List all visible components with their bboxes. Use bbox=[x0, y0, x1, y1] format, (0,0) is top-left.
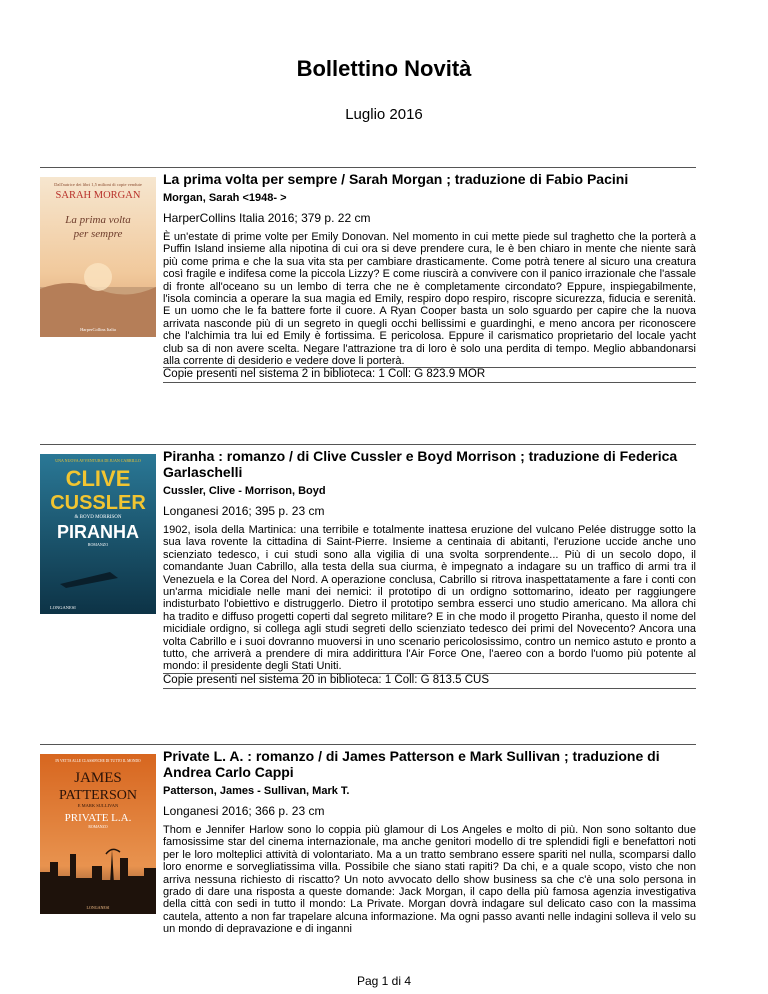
page-subtitle: Luglio 2016 bbox=[345, 106, 423, 123]
book-cover-image bbox=[40, 754, 156, 914]
book-cover bbox=[40, 754, 156, 914]
book-cover-image bbox=[40, 177, 156, 337]
cover-tagline: UNA NUOVA AVVENTURA DI JUAN CABRILLO bbox=[55, 458, 141, 463]
entry-author: Morgan, Sarah <1948- > bbox=[163, 192, 287, 204]
cover-publisher: LONGANESI bbox=[86, 905, 110, 910]
entry-publication: Longanesi 2016; 395 p. 23 cm bbox=[163, 504, 325, 518]
entry-title[interactable]: Piranha : romanzo / di Clive Cussler e Boyd Morrison ; traduzione di Federica Garlaschelli bbox=[163, 448, 678, 480]
page-title: Bollettino Novità bbox=[296, 56, 472, 81]
entry-title[interactable]: Private L. A. : romanzo / di James Patterson e Mark Sullivan ; traduzione di Andrea Carlo Cappi bbox=[163, 748, 660, 780]
cover-tagline: IN VETTA ALLE CLASSIFICHE DI TUTTO IL MONDO bbox=[55, 759, 141, 763]
cover-genre: ROMANZO bbox=[88, 825, 108, 829]
entry-publication: Longanesi 2016; 366 p. 23 cm bbox=[163, 804, 325, 818]
entry-description: Thom e Jennifer Harlow sono lo coppia più glamour di Los Angeles e molto di più. Non sono soltanto due famosissime star del cinema internazionale, ma anche genitori modello di tre splendidi figli e benefattori noti per le loro molteplici attività di volontariato. Ma a un tratto sembrano essere spariti nel nulla, scomparsi dallo loro enorme e sorvegliatissima villa. Possibile che siano stati rapiti? Da chi, e a quale scopo, visto che non arriva nessuna richiesto di riscatto? Un noto avvocato dello show business sa che c'è una solo persona in grado di dare una risposta a queste domande: Jack Morgan, il capo della più famosa agenzia investigativa della città con sedi in tutto il mondo: La Private. Morgan dovrà indagare sul delicato caso con la massima cautela, attento a non far trapelare alcuna informazione. Ma ogni passo avanti nelle indagini solleva il velo su un mondo di depravazione e di inganni bbox=[163, 824, 696, 936]
cover-title: PRIVATE L.A. bbox=[64, 812, 132, 824]
cover-genre: ROMANZO bbox=[87, 542, 109, 547]
entry-divider bbox=[40, 444, 696, 445]
book-cover-image bbox=[40, 454, 156, 614]
entry-content bbox=[163, 448, 696, 689]
book-cover bbox=[40, 177, 156, 337]
cover-author-line2: PATTERSON bbox=[58, 788, 138, 803]
cover-coauthor: E MARK SULLIVAN bbox=[77, 803, 119, 808]
cover-publisher: HarperCollins Italia bbox=[80, 327, 116, 332]
entry-title[interactable]: La prima volta per sempre / Sarah Morgan ; traduzione di Fabio Pacini bbox=[163, 171, 629, 187]
cover-tagline: Dall'autrice dei libri 1,5 milioni di copie vendute bbox=[54, 182, 142, 187]
entry-divider bbox=[40, 744, 696, 745]
entry-copies: Copie presenti nel sistema 2 in biblioteca: 1 Coll: G 823.9 MOR bbox=[163, 367, 696, 383]
entry-author: Patterson, James - Sullivan, Mark T. bbox=[163, 785, 350, 797]
cover-coauthor: & BOYD MORRISON bbox=[74, 515, 122, 520]
entry-author: Cussler, Clive - Morrison, Boyd bbox=[163, 485, 326, 497]
entry-divider bbox=[40, 167, 696, 168]
cover-author-line1: CLIVE bbox=[65, 466, 131, 491]
entry-description: È un'estate di prime volte per Emily Donovan. Nel momento in cui mette piede sul traghetto che la porterà a Puffin Island insieme alla nipotina di cui ora si deve prendere cura, le è ben chiaro in mente che niente sarà più come prima e che la sua vita sta per cambiare drasticamente. Come potrà tenere al sicuro una creatura così fragile e indifesa come la piccola Lizzy? E come riuscirà a convivere con il panico irrazionale che l'assale di fronte all'oceano su un lembo di terra che ne è completamente circondato? Eppure, inspiegabilmente, l'isola comincia a operare la sua magia ed Emily, respiro dopo respiro, riscopre sicurezza, fiducia e serenità. E un uomo che le fa battere forte il cuore. A Ryan Cooper basta un solo sguardo per capire che la nuova arrivata nasconde più di un segreto in quegli occhi bellissimi e guardinghi, e meno ancora per riconoscere che l'alchimia tra lui ed Emily è fortissima. E pericolosa. Eppure il carismatico proprietario del locale yacht club sa di non avere scelta. Negare l'attrazione tra di loro è solo una perdita di tempo. Meglio abbandonarsi alla corrente di desiderio e vedere dove li porterà. bbox=[163, 231, 696, 368]
cover-author: SARAH MORGAN bbox=[55, 190, 141, 201]
book-cover bbox=[40, 454, 156, 614]
cover-title-line2: per sempre bbox=[73, 228, 123, 240]
cover-author-line1: JAMES bbox=[74, 770, 122, 786]
cover-title-line1: La prima volta bbox=[65, 214, 131, 226]
entry-copies: Copie presenti nel sistema 20 in biblioteca: 1 Coll: G 813.5 CUS bbox=[163, 673, 696, 689]
cover-publisher: LONGANESI bbox=[50, 605, 76, 610]
entry-description: 1902, isola della Martinica: una terribile e totalmente inattesa eruzione del vulcano Pelée distrugge sotto la sua lava rovente la cittadina di Saint-Pierre. Insieme a centinaia di abitanti, l'eruzione uccide anche uno scienziato tedesco, i cui studi sono alla vigilia di una svolta sorprendente... Più di un secolo dopo, il comandante Juan Cabrillo, alla testa della sua ciurma, è impegnato a indagare su un traffico di armi tra il Venezuela e la Corea del Nord. A operazione conclusa, Cabrillo si ritrova inaspettatamente a fare i conti con un'arma micidiale nelle mani dei nemici: il prototipo di un ordigno sottomarino, ideato per raggiungere indisturbato l'obiettivo e distruggerlo. Dietro il prototipo sembra esserci uno studio americano. Ma allora chi ha tradito e diffuso progetti coperti dal segreto militare? E in che modo il progetto Piranha, questo il nome del micidiale ordigno, si collega agli studi segreti dello scienziato tedesco dei primi del Novecento? Ancora una volta Cabrillo e i suoi dovranno muoversi in uno scenario pericolosissimo, contro un nemico astuto e pronto a tutto, che arriverà a prendere di mira addirittura l'Air Force One, l'aereo con a bordo l'uomo più potente al mondo: il presidente degli Stati Uniti. bbox=[163, 524, 696, 673]
entry-content bbox=[163, 748, 696, 936]
page-number: Pag 1 di 4 bbox=[356, 974, 412, 988]
entry-publication: HarperCollins Italia 2016; 379 p. 22 cm bbox=[163, 211, 371, 225]
cover-author-line2: CUSSLER bbox=[50, 492, 146, 514]
cover-title: PIRANHA bbox=[56, 522, 140, 542]
entry-content bbox=[163, 171, 696, 383]
